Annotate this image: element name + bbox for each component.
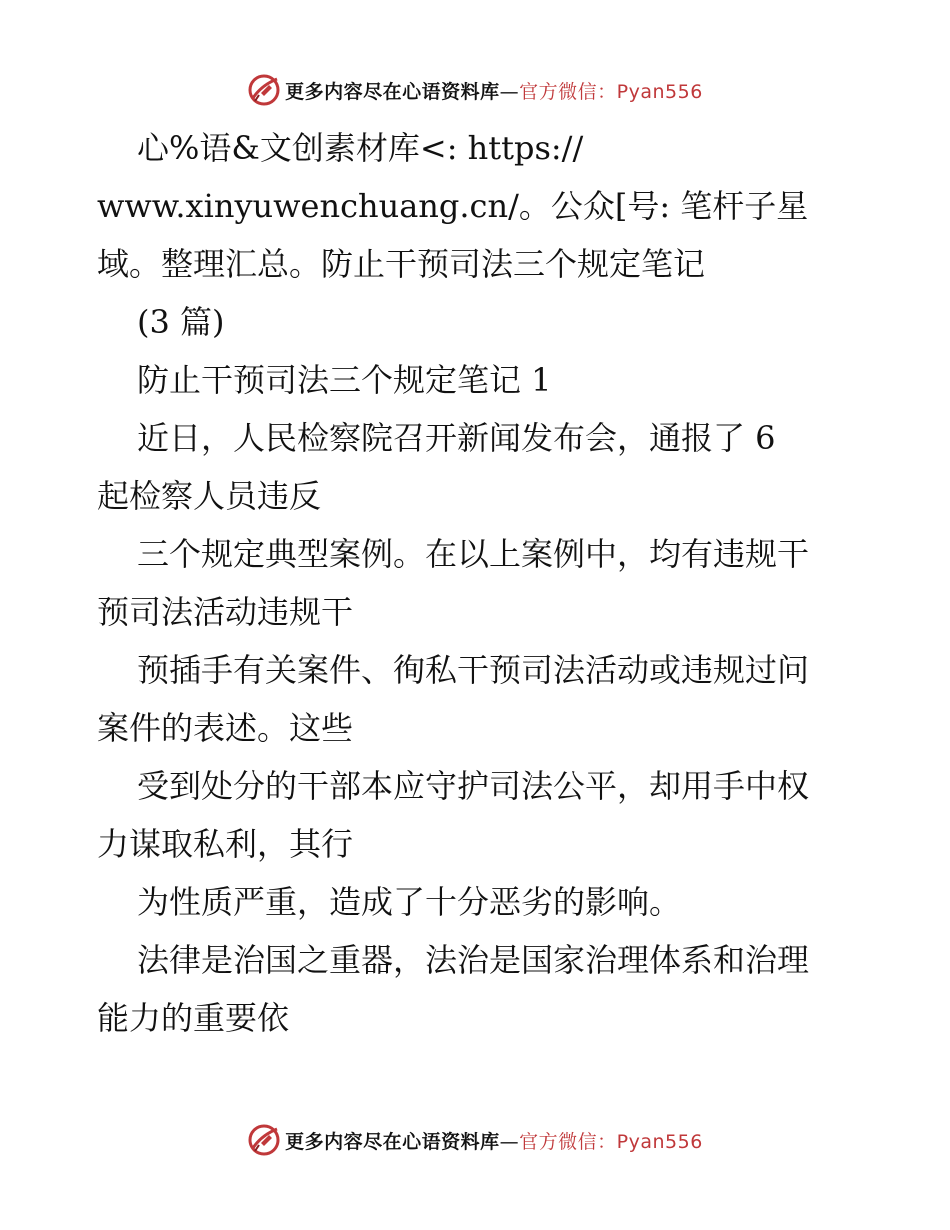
- document-body: [97, 122, 857, 1050]
- text-line: 案件的表述。这些: [97, 709, 354, 747]
- banner-text: [285, 77, 703, 104]
- header-banner: [0, 70, 950, 110]
- banner-main-text: 更多内容尽在心语资料库: [285, 1130, 500, 1153]
- text-line: (3 篇): [137, 303, 225, 341]
- text-line: 近日，人民检察院召开新闻发布会，通报了 6: [137, 419, 776, 457]
- banner-wechat-text: 官方微信：Pyan556: [519, 1130, 703, 1153]
- banner-text: [285, 1127, 703, 1154]
- text-line: 起检察人员违反: [97, 477, 322, 515]
- banner-wechat-text: 官方微信：Pyan556: [519, 80, 703, 103]
- banner-dash: —: [499, 80, 520, 103]
- banner-dash: —: [499, 1130, 520, 1153]
- text-line: www.xinyuwenchuang.cn/。公众[号: 笔杆子星: [97, 187, 809, 225]
- pen-logo-icon: [247, 1123, 281, 1157]
- text-line: 法律是治国之重器，法治是国家治理体系和治理: [137, 941, 810, 979]
- pen-logo-icon: [247, 73, 281, 107]
- footer-banner: [0, 1120, 950, 1160]
- text-line: 域。整理汇总。防止干预司法三个规定笔记: [97, 245, 706, 283]
- text-line: 为性质严重，造成了十分恶劣的影响。: [137, 883, 682, 921]
- text-line: 能力的重要依: [97, 999, 290, 1037]
- text-line: 三个规定典型案例。在以上案例中，均有违规干: [137, 535, 810, 573]
- banner-main-text: 更多内容尽在心语资料库: [285, 80, 500, 103]
- text-line: 预司法活动违规干: [97, 593, 354, 631]
- section-heading: 防止干预司法三个规定笔记 1: [137, 361, 552, 399]
- text-line: 受到处分的干部本应守护司法公平，却用手中权: [137, 767, 810, 805]
- text-line: 心%语&文创素材库<: https://: [137, 129, 584, 167]
- text-line: 预插手有关案件、徇私干预司法活动或违规过问: [137, 651, 810, 689]
- text-line: 力谋取私利，其行: [97, 825, 354, 863]
